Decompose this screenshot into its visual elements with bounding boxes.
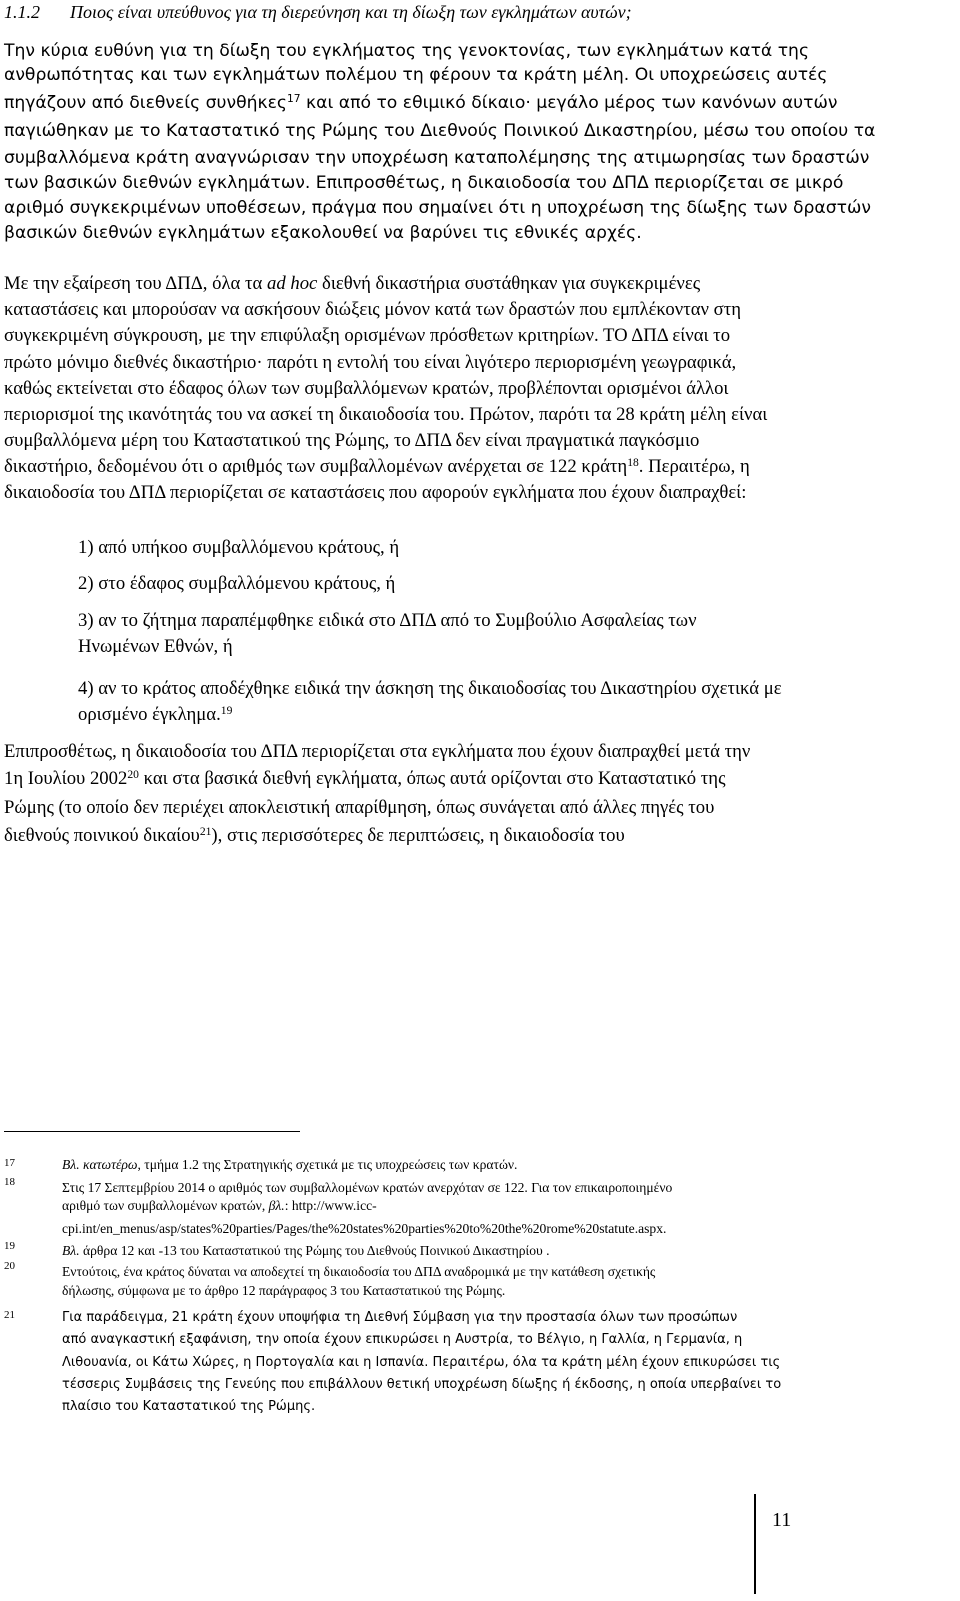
- footnote-ref-19[interactable]: 19: [220, 703, 233, 717]
- footnote-number: 20: [4, 1260, 15, 1272]
- paragraph-line: Με την εξαίρεση του ΔΠΔ, όλα τα ad hoc διεθνή δικαστήρια συστάθηκαν για συγκεκριμένες: [4, 273, 701, 294]
- paragraph-line: Την κύρια ευθύνη για τη δίωξη του εγκλήματος της γενοκτονίας, των εγκλημάτων κατά της: [4, 41, 810, 61]
- paragraph-line: δικαιοδοσία του ΔΠΔ περιορίζεται σε καταστάσεις που αφορούν εγκλήματα που έχουν διαπραχθεί:: [4, 482, 747, 503]
- paragraph-line: παγιώθηκαν με το Καταστατικό της Ρώμης του Διεθνούς Ποινικού Δικαστηρίου, μέσω του οποίου τα: [4, 121, 876, 141]
- footnote-21-line: τέσσερις Συμβάσεις της Γενεύης που επιβάλλουν θετική υποχρέωση δίωξης ή έκδοσης, η οποία υπερβαίνει το: [62, 1377, 782, 1392]
- list-item: 4) αν το κράτος αποδέχθηκε ειδικά την άσκηση της δικαιοδοσίας του Δικαστηρίου σχετικά με: [78, 678, 782, 699]
- paragraph-line: συγκεκριμένη σύγκρουση, με την επιφύλαξη ορισμένων πρόσθετων κριτηρίων. ΤΟ ΔΠΔ είναι το: [4, 325, 731, 346]
- section-title: Ποιος είναι υπεύθυνος για τη διερεύνηση και τη δίωξη των εγκλημάτων αυτών;: [70, 2, 632, 22]
- list-item-continued: ορισμένο έγκλημα.$^{19}$: [78, 703, 233, 725]
- footnote-number: 21: [4, 1309, 15, 1321]
- footnote-ref-18[interactable]: 18: [627, 455, 639, 469]
- paragraph-line: δικαστήριο, δεδομένου ότι ο αριθμός των συμβαλλομένων ανέρχεται σε 122 κράτη$^{18}$. Περαιτέρω, η: [4, 455, 750, 477]
- footnote-19: Βλ. άρθρα 12 και -13 του Καταστατικού της Ρώμης του Διεθνούς Ποινικού Δικαστηρίου .: [62, 1243, 550, 1258]
- list-item: 3) αν το ζήτημα παραπέμφθηκε ειδικά στο ΔΠΔ από το Συμβούλιο Ασφαλείας των: [78, 610, 697, 631]
- page-number-rule: [754, 1494, 756, 1594]
- paragraph-line: συμβαλλόμενα μέρη του Καταστατικού της Ρώμης, το ΔΠΔ δεν είναι πραγματικά παγκόσμιο: [4, 430, 700, 451]
- footnote-21-line: Λιθουανία, οι Κάτω Χώρες, η Πορτογαλία και η Ισπανία. Περαιτέρω, όλα τα κράτη μέλη έχουν επικυρώσει τις: [62, 1355, 781, 1370]
- list-item: 1) από υπήκοο συμβαλλόμενου κράτους, ή: [78, 537, 400, 558]
- footnote-separator: [4, 1131, 300, 1132]
- footnote-ref-21[interactable]: 21: [199, 824, 212, 838]
- page-number: 11: [772, 1509, 792, 1531]
- footnote-number: 17: [4, 1157, 15, 1169]
- paragraph-line: διεθνούς ποινικού δικαίου$^{21}$), στις περισσότερες δε περιπτώσεις, η δικαιοδοσία του: [4, 824, 625, 846]
- footnote-number: 18: [4, 1176, 15, 1188]
- footnote-18: Στις 17 Σεπτεμβρίου 2014 ο αριθμός των συμβαλλομένων κρατών ανερχόταν σε 122. Για τον επικαιροποιημένο: [62, 1180, 673, 1195]
- footnote-link[interactable]: cpi.int/en_menus/asp/states%20parties/Pages/the%20states%20parties%20to%20the%20rome%20statute.aspx.: [62, 1221, 667, 1236]
- footnote-21-line: πλαίσιο του Καταστατικού της Ρώμης.: [62, 1399, 316, 1414]
- paragraph-line: βασικών διεθνών εγκλημάτων εξακολουθεί να βαρύνει τις εθνικές αρχές.: [4, 223, 642, 243]
- section-number: 1.1.2: [4, 2, 40, 22]
- section-heading: [4, 2, 632, 23]
- footnote-ref-20[interactable]: 20: [127, 767, 139, 781]
- footnote-ref-17[interactable]: 17: [287, 92, 301, 106]
- paragraph-line: Επιπροσθέτως, η δικαιοδοσία του ΔΠΔ περιορίζεται στα εγκλήματα που έχουν διαπραχθεί μετά την: [4, 741, 751, 762]
- paragraph-line: καθώς εκτείνεται στο έδαφος όλων των συμβαλλόμενων κρατών, προβλέπονται ορισμένοι άλλοι: [4, 378, 729, 399]
- footnote-20-line: δήλωσης, σύμφωνα με το άρθρο 12 παράγραφος 3 του Καταστατικού της Ρώμης.: [62, 1283, 506, 1298]
- paragraph-line: των βασικών διεθνών εγκλημάτων. Επιπροσθέτως, η δικαιοδοσία του ΔΠΔ περιορίζεται σε μικρό: [4, 173, 844, 193]
- footnote-21-line: από αναγκαστική εξαφάνιση, την οποία έχουν επικυρώσει η Αυστρία, το Βέλγιο, η Γαλλία, η Γερμανία, η: [62, 1332, 743, 1347]
- list-item: 2) στο έδαφος συμβαλλόμενου κράτους, ή: [78, 573, 396, 594]
- paragraph-line: αριθμό συγκεκριμένων υποθέσεων, πράγμα που σημαίνει ότι η υποχρέωση της δίωξης των δραστών: [4, 198, 871, 218]
- footnote-21: Για παράδειγμα, 21 κράτη έχουν υποψήφια τη Διεθνή Σύμβαση για την προστασία όλων των προσώπων: [62, 1310, 738, 1325]
- paragraph-line: πρώτο μόνιμο διεθνές δικαστήριο· παρότι η εντολή του είναι λιγότερο περιορισμένη γεωγραφικά,: [4, 352, 737, 373]
- footnote-link[interactable]: : http://www.icc-: [284, 1198, 377, 1213]
- footnote-20: Εντούτοις, ένα κράτος δύναται να αποδεχτεί τη δικαιοδοσία του ΔΠΔ αναδρομικά με την κατάθεση σχετικής: [62, 1264, 656, 1279]
- paragraph-line: ανθρωπότητας και των εγκλημάτων πολέμου τη φέρουν τα κράτη μέλη. Οι υποχρεώσεις αυτές: [4, 65, 828, 85]
- paragraph-line: περιορισμοί της ικανότητάς του να ασκεί τη δικαιοδοσία του. Πρώτον, παρότι τα 28 κράτη μέλη είναι: [4, 404, 768, 425]
- footnote-17: Βλ. κατωτέρω, τμήμα 1.2 της Στρατηγικής σχετικά με τις υποχρεώσεις των κρατών.: [62, 1157, 518, 1172]
- paragraph-line: πηγάζουν από διεθνείς συνθήκες$^{17}$ και από το εθιμικό δίκαιο· μεγάλο μέρος των κανόνων αυτών: [4, 92, 838, 113]
- list-item-continued: Ηνωμένων Εθνών, ή: [78, 636, 233, 657]
- footnote-18-line: αριθμό των συμβαλλομένων κρατών, βλ.: http://www.icc-: [62, 1198, 377, 1213]
- footnote-number: 19: [4, 1240, 15, 1252]
- paragraph-line: Ρώμης (το οποίο δεν περιέχει αποκλειστική απαρίθμηση, όπως συνάγεται από άλλες πηγές του: [4, 797, 715, 818]
- paragraph-line: συμβαλλόμενα κράτη αναγνώρισαν την υποχρέωση καταπολέμησης της ατιμωρησίας των δραστών: [4, 148, 870, 168]
- paragraph-line: καταστάσεις και μπορούσαν να ασκήσουν διώξεις μόνον κατά των δραστών που εμπλέκονταν στη: [4, 299, 741, 320]
- paragraph-line: 1η Ιουλίου 2002$^{20}$ και στα βασικά διεθνή εγκλήματα, όπως αυτά ορίζονται στο Καταστατικό της: [4, 767, 726, 789]
